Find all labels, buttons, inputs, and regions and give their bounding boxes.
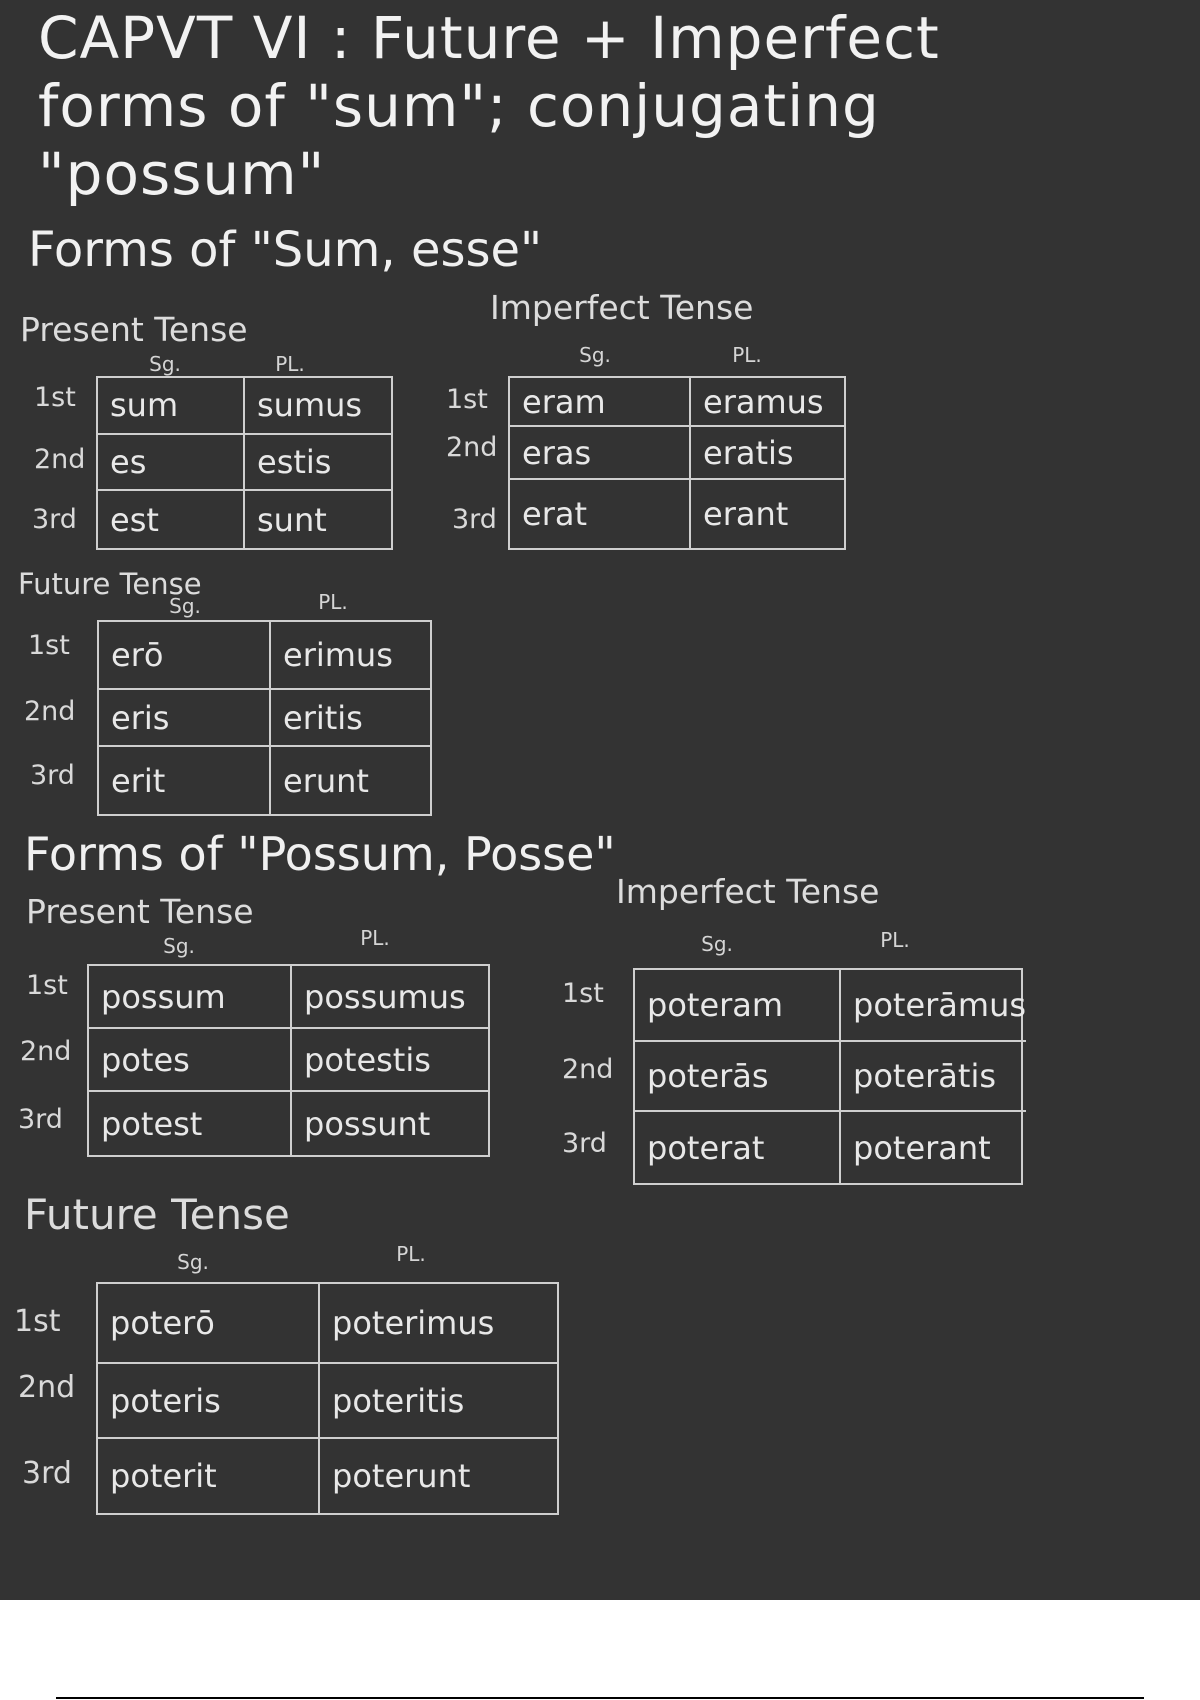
table-cell: eritis [271,690,430,747]
row-label-2nd: 2nd [20,1036,72,1067]
section-heading-sum: Forms of "Sum, esse" [28,222,543,278]
col-label-pl: PL. [732,343,762,367]
table-cell: poterātis [841,1042,1026,1112]
table-cell: erant [703,495,789,533]
section-heading-possum: Forms of "Possum, Posse" [24,827,616,881]
col-label-pl: PL. [275,352,305,376]
col-label-pl: PL. [360,926,390,950]
row-label-2nd: 2nd [18,1370,76,1405]
conjugation-table-sum-future [97,620,432,816]
row-label-3rd: 3rd [562,1128,607,1159]
tense-label-sum-present: Present Tense [20,310,248,349]
tense-label-possum-imperfect: Imperfect Tense [616,872,880,911]
col-label-pl: PL. [318,590,348,614]
col-label-sg: Sg. [169,594,201,618]
table-cell: poterunt [332,1457,471,1495]
table-cell: est [98,491,245,548]
row-label-1st: 1st [34,382,76,413]
table-cell: poteris [98,1364,320,1439]
table-cell: erat [510,480,691,548]
tense-label-possum-present: Present Tense [26,892,254,931]
col-label-sg: Sg. [177,1250,209,1274]
tense-label-possum-future: Future Tense [24,1190,290,1239]
row-label-1st: 1st [14,1304,61,1339]
row-label-3rd: 3rd [452,504,497,535]
table-cell: eramus [691,378,844,427]
table-cell: sum [98,378,245,435]
table-cell: possunt [304,1104,431,1143]
tense-label-sum-imperfect: Imperfect Tense [490,288,754,327]
row-label-3rd: 3rd [22,1456,72,1491]
table-cell: es [98,435,245,492]
tense-label-sum-future: Future Tense [18,567,202,601]
row-label-1st: 1st [446,384,488,415]
table-cell: eratis [691,427,844,480]
row-label-2nd: 2nd [34,444,86,475]
row-label-2nd: 2nd [24,696,76,727]
table-cell: eris [99,690,271,747]
table-cell: eram [510,378,691,427]
table-cell: erunt [283,761,369,800]
table-cell: poterās [635,1042,841,1112]
table-cell: poterimus [320,1284,557,1364]
table-cell: possumus [292,966,488,1029]
table-cell: potest [89,1092,292,1155]
row-label-3rd: 3rd [30,760,75,791]
table-cell: estis [245,435,391,492]
table-cell: erit [99,747,271,814]
conjugation-table-possum-future [96,1282,559,1515]
col-label-sg: Sg. [149,352,181,376]
table-cell: poterāmus [841,970,1026,1042]
table-cell: sumus [245,378,391,435]
table-cell: poteram [635,970,841,1042]
conjugation-table-possum-present [87,964,490,1157]
table-cell: possum [89,966,292,1029]
table-cell: potes [89,1029,292,1092]
row-label-2nd: 2nd [562,1054,614,1085]
row-label-3rd: 3rd [18,1104,63,1135]
table-cell: poterat [635,1112,841,1183]
col-label-sg: Sg. [163,934,195,958]
row-label-1st: 1st [26,970,68,1001]
table-cell: poteritis [320,1364,557,1439]
table-cell: sunt [257,500,327,539]
table-cell: potestis [292,1029,488,1092]
col-label-sg: Sg. [579,343,611,367]
conjugation-table-possum-imperfect [633,968,1027,1185]
conjugation-table-sum-present [96,376,393,550]
conjugation-table-sum-imperfect [508,376,846,550]
table-cell: poterant [853,1128,991,1167]
table-cell: erō [99,622,271,690]
table-cell: eras [510,427,691,480]
col-label-sg: Sg. [701,932,733,956]
col-label-pl: PL. [396,1242,426,1266]
row-label-1st: 1st [562,978,604,1009]
row-label-3rd: 3rd [32,504,77,535]
row-label-2nd: 2nd [446,432,498,463]
table-cell: poterit [98,1439,320,1513]
page-divider [56,1697,1144,1699]
table-cell: poterō [98,1284,320,1364]
row-label-1st: 1st [28,630,70,661]
page-title: CAPVT VI : Future + Imperfect forms of "sum"; conjugating "possum" [38,4,940,208]
table-cell: erimus [271,622,430,690]
col-label-pl: PL. [880,928,910,952]
